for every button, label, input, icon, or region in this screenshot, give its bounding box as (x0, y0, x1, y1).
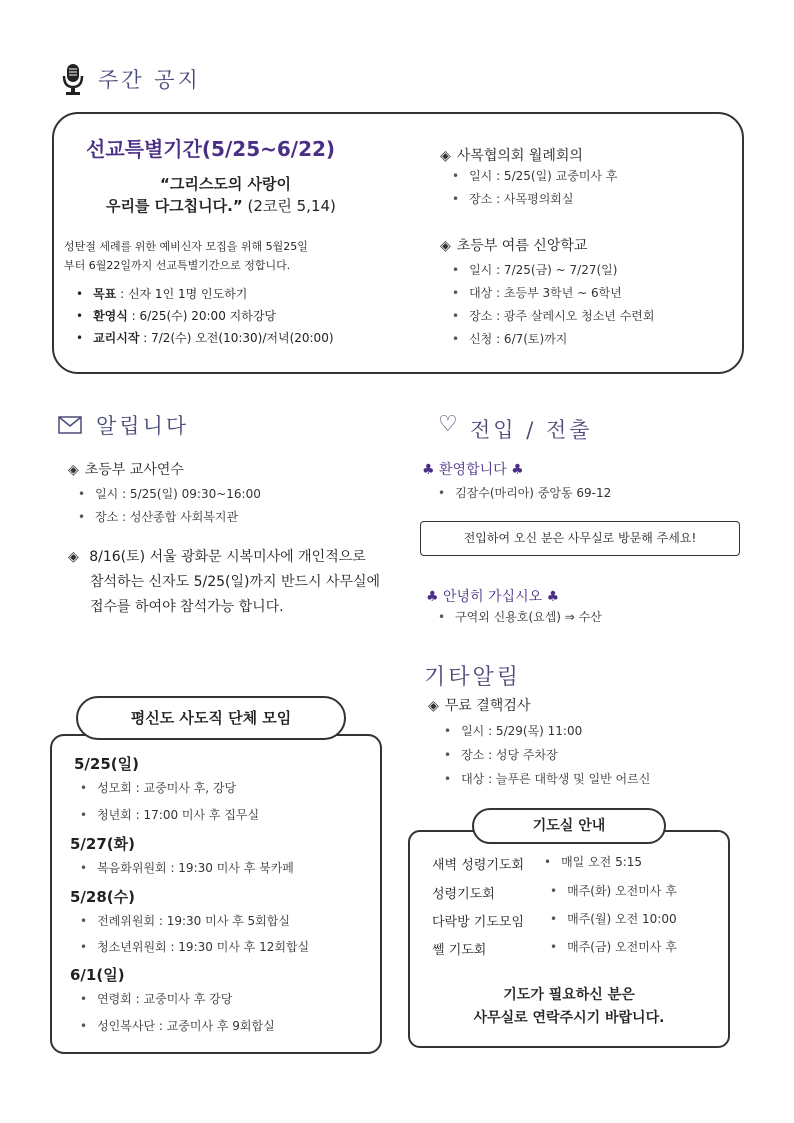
prayer-footer (410, 984, 728, 1030)
weekly-notice-heading: 주간 공지 (98, 68, 201, 92)
other-heading: 기타알림 (424, 665, 522, 690)
prayer-name: 새벽 성령기도회 (432, 858, 525, 873)
mission-item-label: 목표 (93, 287, 117, 301)
groups-date: 6/1(일) (70, 966, 125, 984)
list-item (80, 1020, 275, 1032)
bullet-icon: • (452, 263, 460, 277)
list-item-text: 연령회 : 교중미사 후 강당 (97, 992, 233, 1006)
list-item-text: 김잠수(마리아) 중앙동 69-12 (455, 486, 612, 500)
list-item (80, 809, 259, 821)
list-item-text: 일시 : 5/25(일) 09:30~16:00 (95, 487, 261, 501)
list-item-text: 장소 : 사목평의회실 (469, 192, 574, 206)
bullet-icon: • (444, 724, 452, 738)
prayer-name: 쎌 기도회 (432, 943, 487, 958)
diamond-icon: ◈ (440, 238, 451, 254)
list-item (80, 782, 236, 794)
bullet-icon: • (78, 510, 86, 524)
diamond-icon: ◈ (440, 148, 451, 164)
prayer-footer-line1: 기도가 필요하신 분은 (503, 987, 635, 1003)
prayer-name: 다락방 기도모임 (432, 915, 525, 930)
bullet-icon: • (550, 940, 558, 954)
prayer-time: 매주(월) 오전 10:00 (567, 912, 677, 926)
list-item-text: 청소년위원회 : 19:30 미사 후 12회합실 (97, 940, 310, 954)
bullet-icon: • (80, 861, 88, 875)
groups-date: 5/25(일) (74, 755, 139, 773)
prayer-time-wrap (550, 913, 677, 925)
transfer-heading: 전입 / 전출 (470, 418, 593, 442)
list-item-text: 성인복사단 : 교중미사 후 9회합실 (97, 1019, 275, 1033)
prayer-time-wrap (550, 885, 677, 897)
bullet-icon: • (550, 884, 558, 898)
mass-notice-line2: 참석하는 신자도 5/25(일)까지 반드시 사무실에 (90, 574, 381, 590)
mission-item-text: : 신자 1인 1명 인도하기 (116, 287, 248, 301)
list-item-text: 대상 : 늘푸른 대학생 및 일반 어르신 (461, 772, 651, 786)
mission-item-goal (76, 285, 247, 302)
list-item-text: 장소 : 성당 주차장 (461, 748, 558, 762)
prayer-row (432, 939, 722, 958)
heart-icon: ♡ (438, 412, 458, 437)
list-item (78, 488, 261, 500)
list-item-text: 일시 : 5/25(일) 교중미사 후 (469, 169, 618, 183)
list-item-text: 일시 : 5/29(목) 11:00 (461, 724, 583, 738)
list-item (452, 333, 567, 345)
list-item (452, 287, 622, 299)
bullet-icon: • (80, 914, 88, 928)
list-item-text: 복음화위원회 : 19:30 미사 후 북카페 (97, 861, 294, 875)
summer-heading (440, 235, 587, 255)
club-icon: ♣ (422, 462, 435, 478)
bullet-icon: • (452, 286, 460, 300)
diamond-icon: ◈ (68, 462, 79, 478)
welcome-heading (422, 459, 524, 479)
list-item-text: 장소 : 광주 살레시오 청소년 수련회 (469, 309, 655, 323)
bullet-icon: • (76, 331, 84, 345)
groups-date: 5/28(수) (70, 888, 135, 906)
prayer-time-wrap (550, 941, 677, 953)
bullet-icon: • (78, 487, 86, 501)
mission-quote-ref: (2코린 5,14) (247, 197, 336, 215)
training-heading (68, 459, 184, 479)
list-item (452, 264, 617, 276)
mission-quote-line2-wrap (106, 195, 336, 216)
summer-title: 초등부 여름 신앙학교 (456, 238, 588, 254)
club-icon: ♣ (426, 589, 439, 605)
mission-item-label: 환영식 (93, 309, 128, 323)
bullet-icon: • (550, 912, 558, 926)
mission-title: 선교특별기간(5/25~6/22) (86, 137, 336, 161)
mission-desc-line2: 부터 6월22일까지 선교특별기간으로 정합니다. (64, 259, 291, 272)
bullet-icon: • (452, 192, 460, 206)
bullet-icon: • (80, 992, 88, 1006)
farewell-heading (426, 586, 559, 606)
list-item (452, 193, 574, 205)
list-item (438, 487, 611, 499)
microphone-icon (60, 62, 86, 96)
list-item-text: 구역외 신용호(요셉) ⇒ 수산 (455, 610, 602, 624)
list-item-text: 일시 : 7/25(금) ~ 7/27(일) (469, 263, 618, 277)
list-item (444, 725, 582, 737)
list-item (438, 611, 602, 623)
list-item-text: 신청 : 6/7(토)까지 (469, 332, 568, 346)
mission-quote-line2: 우리를 다그칩니다.” (106, 197, 243, 215)
mass-notice-line3: 접수를 하여야 참석가능 합니다. (90, 599, 284, 615)
list-item (444, 773, 650, 785)
mission-item-welcome (76, 307, 276, 324)
club-icon: ♣ (511, 462, 524, 478)
mass-notice-line1: 8/16(토) 서울 광화문 시복미사에 개인적으로 (89, 549, 366, 565)
list-item (452, 170, 617, 182)
bullet-icon: • (444, 772, 452, 786)
prayer-time: 매주(화) 오전미사 후 (567, 884, 677, 898)
bullet-icon: • (80, 781, 88, 795)
mission-item-label: 교리시작 (93, 331, 140, 345)
groups-title-text: 평신도 사도직 단체 모임 (130, 709, 292, 727)
list-item-text: 대상 : 초등부 3학년 ~ 6학년 (469, 286, 622, 300)
prayer-row (432, 911, 722, 930)
prayer-time: 매주(금) 오전미사 후 (567, 940, 677, 954)
list-item (80, 862, 294, 874)
prayer-row (432, 854, 722, 873)
bullet-icon: • (76, 287, 84, 301)
bullet-icon: • (80, 940, 88, 954)
farewell-title: 안녕히 가십시오 (443, 589, 543, 605)
list-item-text: 전례위원회 : 19:30 미사 후 5회합실 (97, 914, 290, 928)
diamond-icon: ◈ (428, 698, 439, 714)
prayer-time-wrap (544, 856, 642, 868)
council-heading (440, 145, 583, 165)
mission-item-doctrine (76, 329, 334, 346)
training-title: 초등부 교사연수 (84, 462, 184, 478)
list-item (452, 310, 654, 322)
bullet-icon: • (452, 169, 460, 183)
bullet-icon: • (452, 332, 460, 346)
list-item (78, 511, 238, 523)
prayer-time: 매일 오전 5:15 (561, 855, 643, 869)
exam-heading (428, 695, 530, 715)
bullet-icon: • (80, 808, 88, 822)
bullet-icon: • (80, 1019, 88, 1033)
bullet-icon: • (76, 309, 84, 323)
list-item (80, 915, 290, 927)
mission-item-text: : 7/2(수) 오전(10:30)/저녁(20:00) (139, 331, 334, 345)
bullet-icon: • (444, 748, 452, 762)
bullet-icon: • (452, 309, 460, 323)
list-item-text: 장소 : 성산종합 사회복지관 (95, 510, 239, 524)
mission-item-text: : 6/25(수) 20:00 지하강당 (127, 309, 277, 323)
mass-notice (68, 545, 380, 620)
prayer-footer-line2: 사무실로 연락주시기 바랍니다. (473, 1010, 665, 1026)
council-title: 사목협의회 월례회의 (456, 148, 583, 164)
prayer-name: 성령기도회 (432, 887, 495, 902)
exam-title: 무료 결핵검사 (444, 698, 531, 714)
list-item (444, 749, 558, 761)
prayer-row (432, 883, 722, 902)
list-item (80, 941, 309, 953)
mass-notice-line1-wrap (68, 545, 380, 570)
list-item (80, 993, 232, 1005)
diamond-icon: ◈ (68, 549, 79, 565)
mission-quote-line1: “그리스도의 사랑이 (160, 175, 292, 193)
bullet-icon: • (544, 855, 552, 869)
prayer-title-text: 기도실 안내 (532, 818, 606, 834)
notice-heading: 알립니다 (96, 414, 190, 438)
club-icon: ♣ (546, 589, 560, 605)
list-item-text: 성모회 : 교중미사 후, 강당 (97, 781, 237, 795)
prayer-title (472, 808, 666, 844)
bullet-icon: • (438, 610, 446, 624)
list-item-text: 청년회 : 17:00 미사 후 집무실 (97, 808, 260, 822)
office-note-box (420, 521, 740, 556)
welcome-title: 환영합니다 (439, 462, 507, 478)
groups-title (76, 696, 346, 740)
groups-date: 5/27(화) (70, 835, 135, 853)
bullet-icon: • (438, 486, 446, 500)
envelope-icon (58, 416, 82, 434)
mission-desc-line1: 성탄절 세례를 위한 예비신자 모집을 위해 5월25일 (64, 240, 308, 253)
office-note-text: 전입하여 오신 분은 사무실로 방문해 주세요! (463, 531, 697, 545)
